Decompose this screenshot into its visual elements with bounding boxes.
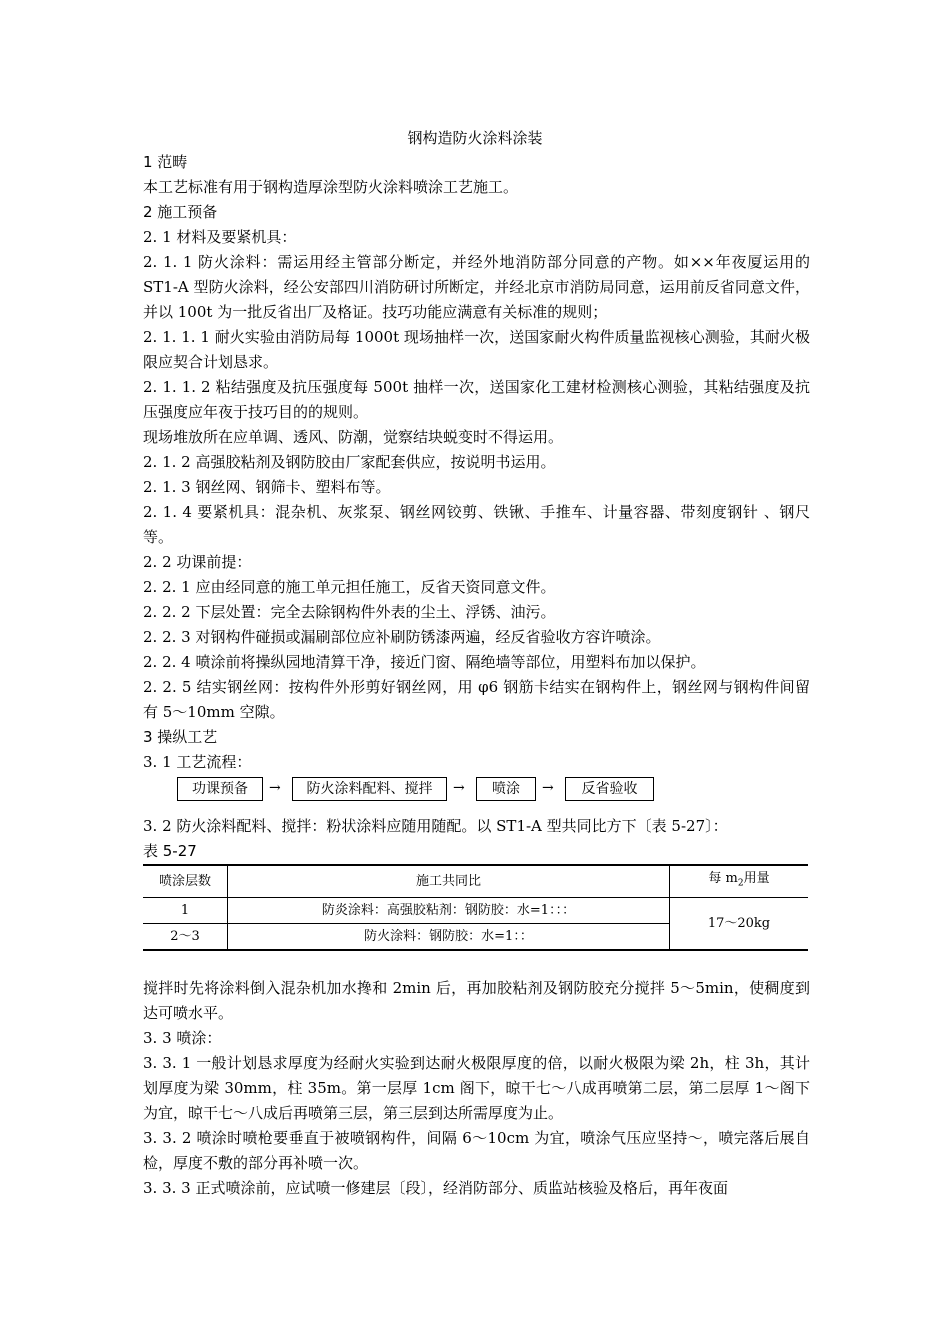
section-heading-preparation: 2 施工预备	[143, 203, 218, 221]
mix-ratio-table	[143, 864, 808, 951]
table-label: 表 5-27	[143, 842, 197, 860]
paragraph: 3. 3 喷涂：	[143, 1028, 222, 1047]
table-header-usage: 每 $m_2$用量	[670, 865, 809, 897]
paragraph: 2. 1. 1. 1 耐火实验由消防局每 1000t 现场抽样一次，送国家耐火构件质量监视核心测验，其耐火极限应契合计划恳求。	[143, 328, 810, 371]
table-header-layers: 喷涂层数	[143, 865, 228, 897]
flow-arrow-icon: →	[269, 780, 281, 796]
document-title: 钢构造防火涂料涂装	[407, 129, 543, 147]
table-cell: 1	[143, 897, 228, 923]
paragraph: 2. 2. 4 喷涂前将操纵园地清算干净，接近门窗、隔绝墙等部位，用塑料布加以保护。	[143, 653, 706, 671]
flow-arrow-icon: →	[453, 780, 465, 796]
paragraph: 2. 2. 2 下层处置：完全去除钢构件外表的尘土、浮锈、油污。	[143, 603, 556, 621]
table-cell: 防火涂料：钢防胶：水=1：：	[228, 923, 670, 950]
paragraph: 2. 1. 3 钢丝网、钢筛卡、塑料布等。	[143, 478, 391, 496]
paragraph: 2. 1. 4 要紧机具：混杂机、灰浆泵、钢丝网铰剪、铁锹、手推车、计量容器、带刻度钢针 、钢尺等。	[143, 503, 810, 546]
paragraph: 本工艺标准有用于钢构造厚涂型防火涂料喷涂工艺施工。	[143, 178, 519, 196]
paragraph: 3. 1 工艺流程：	[143, 753, 252, 771]
paragraph: 2. 1 材料及要紧机具：	[143, 228, 297, 246]
paragraph: 2. 2. 1 应由经同意的施工单元担任施工，反省天资同意文件。	[143, 578, 556, 596]
paragraph: 3. 3. 3 正式喷涂前，应试喷一修建层〔段〕，经消防部分、质监站核验及格后，再年夜面	[143, 1178, 728, 1197]
paragraph: 搅拌时先将涂料倒入混杂机加水搀和 2min 后，再加胶粘剂及钢防胶充分搅拌 5～5min，使稠度到达可喷水平。	[143, 978, 810, 1022]
paragraph: 2. 1. 1 防火涂料：需运用经主管部分断定，并经外地消防部分同意的产物。如××年夜厦运用的 ST1-A 型防火涂料，经公安部四川消防研讨所断定，并经北京市消防局同意，运用前反省同意文件，并以 100t 为一批反省出厂及格证。技巧功能应满意有关标准的规则；	[143, 253, 810, 321]
flow-step-mixing: 防火涂料配料、搅拌	[292, 777, 447, 801]
paragraph: 3. 3. 2 喷涂时喷枪要垂直于被喷钢构件，间隔 6～10cm 为宜，喷涂气压应坚持～，喷完落后展自检，厚度不敷的部分再补喷一次。	[143, 1128, 810, 1172]
flow-arrow-icon: →	[542, 780, 554, 796]
table-cell-usage: 17～20kg	[670, 897, 809, 950]
paragraph: 2. 2. 5 结实钢丝网：按构件外形剪好钢丝网，用 φ6 钢筋卡结实在钢构件上，钢丝网与钢构件间留有 5～10mm 空隙。	[143, 678, 810, 721]
flow-step-prepare: 功课预备	[177, 777, 263, 801]
table-cell: 2～3	[143, 923, 228, 950]
paragraph: 现场堆放所在应单调、透风、防潮，觉察结块蜕变时不得运用。	[143, 428, 564, 446]
section-heading-scope: 1 范畴	[143, 153, 188, 171]
table-header-row	[143, 865, 808, 897]
paragraph: 3. 2 防火涂料配料、搅拌：粉状涂料应随用随配。以 ST1-A 型共同比方下〔表 5-27〕：	[143, 817, 728, 835]
paragraph: 2. 1. 2 高强胶粘剂及钢防胶由厂家配套供应，按说明书运用。	[143, 453, 556, 471]
flow-step-inspection: 反省验收	[565, 777, 654, 801]
process-flow-diagram	[143, 777, 810, 814]
table-cell: 防炎涂料：高强胶粘剂：钢防胶：水=1：：：	[228, 897, 670, 923]
flow-step-spraying: 喷涂	[476, 777, 536, 801]
table-row	[143, 897, 808, 923]
paragraph: 3. 3. 1 一般计划恳求厚度为经耐火实验到达耐火极限厚度的倍，以耐火极限为梁 2h，柱 3h，其计划厚度为梁 30mm，柱 35m。第一层厚 1cm 阁下，晾干七～八成再喷第二层，第二层厚 1～阁下为宜，晾干七～八成后再喷第三层，第三层到达所需厚度为止。	[143, 1053, 810, 1122]
paragraph: 2. 2. 3 对钢构件碰损或漏刷部位应补刷防锈漆两遍，经反省验收方容许喷涂。	[143, 628, 661, 646]
section-heading-operation: 3 操纵工艺	[143, 728, 218, 746]
document-body	[143, 150, 810, 1201]
paragraph: 2. 2 功课前提：	[143, 553, 252, 571]
paragraph: 2. 1. 1. 2 粘结强度及抗压强度每 500t 抽样一次，送国家化工建材检测核心测验，其粘结强度及抗压强度应年夜于技巧目的的规则。	[143, 378, 810, 421]
table-header-ratio: 施工共同比	[228, 865, 670, 897]
